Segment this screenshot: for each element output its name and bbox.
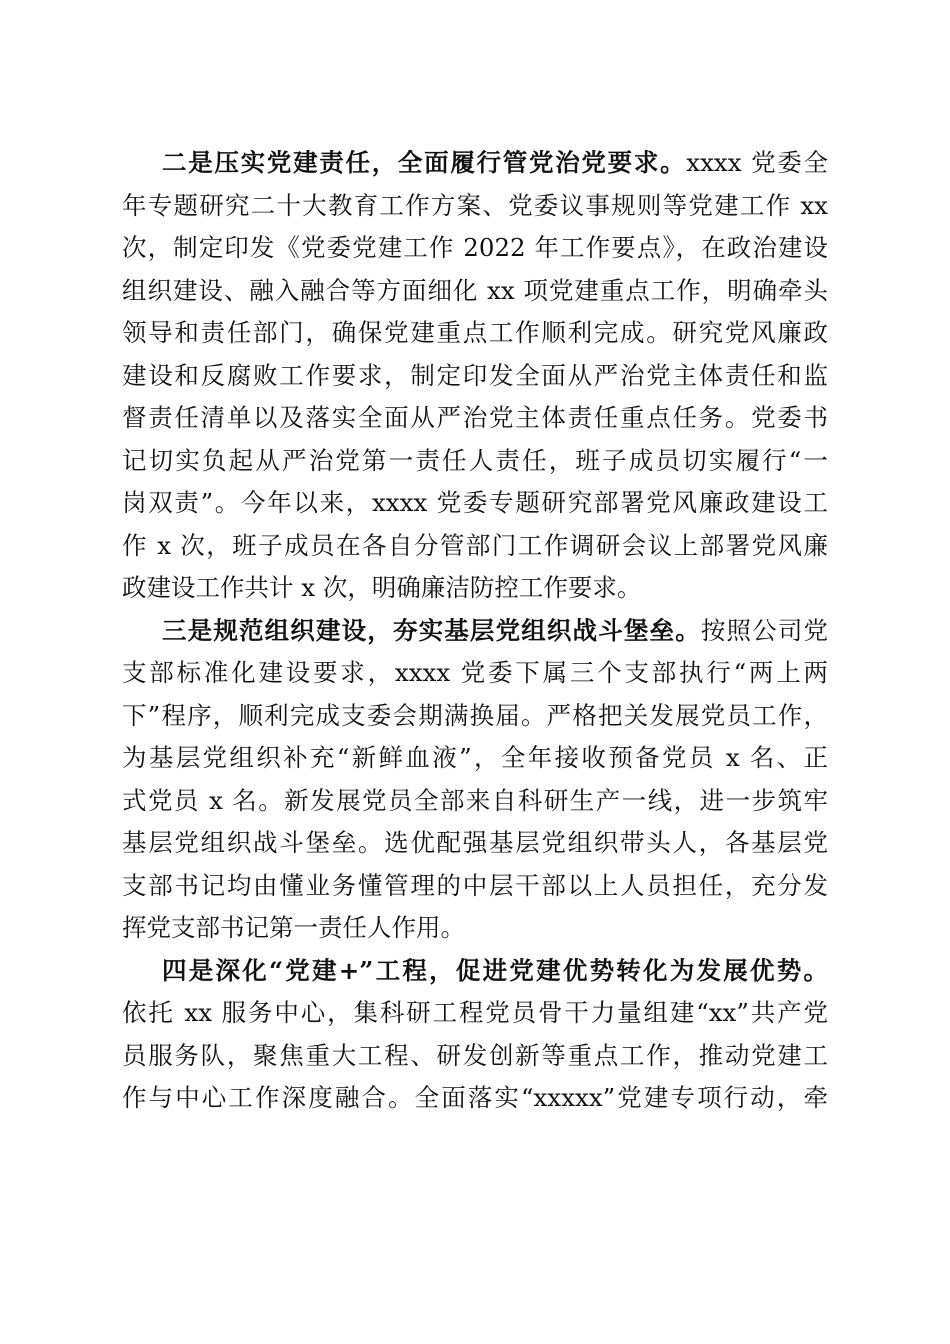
paragraph-party-building-plus: [122, 950, 828, 1120]
paragraph-line: 依托 xx 服务中心，集科研工程党员骨干力量组建“xx”共产党: [122, 998, 828, 1027]
paragraph-line: 下”程序，顺利完成支委会期满换届。严格把关发展党员工作，: [122, 700, 828, 730]
paragraph-heading: 二是压实党建责任，全面履行管党治党要求。: [162, 148, 687, 177]
paragraph-line: 员服务队，聚焦重大工程、研发创新等重点工作，推动党建工: [122, 1040, 828, 1070]
paragraph-line: 督责任清单以及落实全面从严治党主体责任重点任务。党委书: [122, 403, 828, 432]
paragraph-line: 组织建设、融入融合等方面细化 xx 项党建重点工作，明确牵头: [122, 275, 828, 305]
document-body: [122, 142, 828, 1120]
paragraph-heading: 三是规范组织建设，夯实基层党组织战斗堡垒。: [162, 615, 701, 645]
paragraph-line: 岗双责”。今年以来，xxxx 党委专题研究部署党风廉政建设工: [122, 488, 828, 517]
paragraph-first-line: [122, 142, 828, 185]
paragraph-line: 为基层党组织补充“新鲜血液”，全年接收预备党员 x 名、正: [122, 743, 828, 772]
paragraph-line: 记切实负起从严治党第一责任人责任，班子成员切实履行“一: [122, 445, 828, 475]
paragraph-organization-building: [122, 610, 828, 950]
paragraph-line: 年专题研究二十大教育工作方案、党委议事规则等党建工作 xx: [122, 190, 828, 220]
paragraph-text: xxxx 党委全: [686, 148, 828, 177]
paragraph-line: 作 x 次，班子成员在各自分管部门工作调研会议上部署党风廉: [122, 530, 828, 560]
paragraph-line: 作与中心工作深度融合。全面落实“xxxxx”党建专项行动，牵: [122, 1083, 828, 1112]
paragraph-line: 支部标准化建设要求，xxxx 党委下属三个支部执行“两上两: [122, 658, 828, 687]
paragraph-line: 政建设工作共计 x 次，明确廉洁防控工作要求。: [122, 573, 642, 602]
paragraph-text: 按照公司党: [700, 615, 828, 645]
paragraph-line: 领导和责任部门，确保党建重点工作顺利完成。研究党风廉政: [122, 318, 828, 347]
paragraph-line: 次，制定印发《党委党建工作 2022 年工作要点》，在政治建设: [122, 233, 828, 262]
paragraph-line: 基层党组织战斗堡垒。选优配强基层党组织带头人，各基层党: [122, 828, 828, 857]
paragraph-line: 支部书记均由懂业务懂管理的中层干部以上人员担任，充分发: [122, 870, 828, 900]
paragraph-heading: 四是深化“党建+”工程，促进党建优势转化为发展优势。: [162, 955, 828, 985]
paragraph-first-line: [122, 950, 828, 993]
paragraph-line: 挥党支部书记第一责任人作用。: [122, 913, 465, 942]
paragraph-first-line: [122, 610, 828, 653]
paragraph-line: 建设和反腐败工作要求，制定印发全面从严治党主体责任和监: [122, 360, 828, 390]
paragraph-party-responsibility: [122, 142, 828, 610]
paragraph-line: 式党员 x 名。新发展党员全部来自科研生产一线，进一步筑牢: [122, 785, 828, 815]
